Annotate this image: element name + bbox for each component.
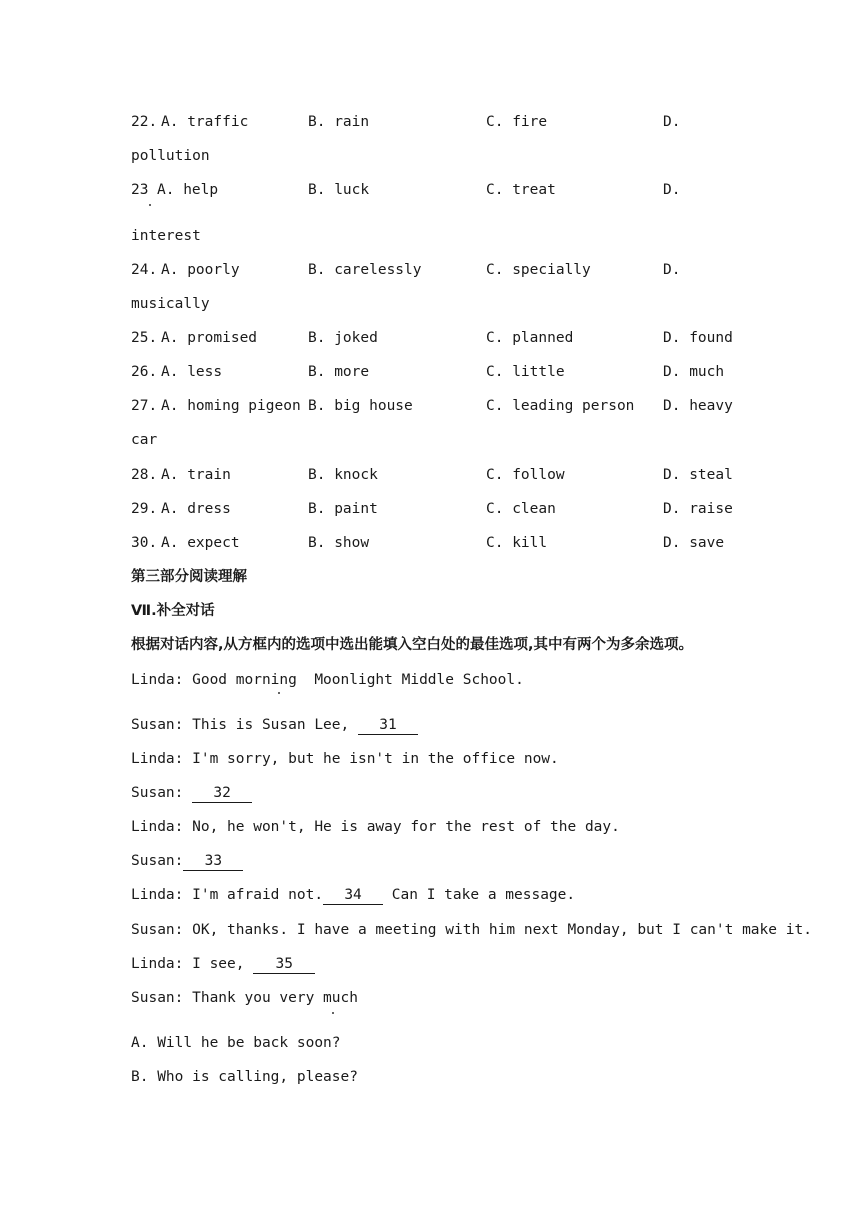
section-heading: 第三部分阅读理解 bbox=[131, 569, 247, 585]
question-number: 27. bbox=[131, 398, 158, 414]
option-c: C. little bbox=[486, 364, 565, 380]
stray-dot bbox=[149, 204, 151, 206]
option-a: A. homing pigeon bbox=[161, 398, 301, 414]
stray-dot bbox=[278, 692, 280, 694]
dialogue-line: Susan: 33 bbox=[131, 851, 243, 871]
option-a: A. less bbox=[161, 364, 223, 380]
option-a: A. train bbox=[161, 467, 231, 483]
option-d: D. bbox=[663, 262, 681, 278]
option-c: C. clean bbox=[486, 501, 556, 517]
dialogue-line: Susan: This is Susan Lee, 31 bbox=[131, 715, 418, 735]
option-b: B. rain bbox=[308, 114, 370, 130]
option-d: D. heavy bbox=[663, 398, 733, 414]
option-c: C. fire bbox=[486, 114, 548, 130]
instructions: 根据对话内容,从方框内的选项中选出能填入空白处的最佳选项,其中有两个为多余选项。 bbox=[131, 637, 694, 653]
dialogue-line: Susan: OK, thanks. I have a meeting with him next Monday, but I can't make it. bbox=[131, 922, 812, 938]
dialogue-line: Linda: I'm afraid not. 34 Can I take a message. bbox=[131, 887, 576, 903]
option-b: B. joked bbox=[308, 330, 378, 346]
option-a: A. expect bbox=[161, 535, 240, 551]
option-c: C. planned bbox=[486, 330, 574, 346]
subsection-heading: Ⅶ.补全对话 bbox=[131, 603, 215, 619]
question-number: 24. bbox=[131, 262, 158, 278]
dialogue-line: Susan: Thank you very much bbox=[131, 990, 358, 1006]
option-d: D. raise bbox=[663, 501, 733, 517]
option-c: C. leading person bbox=[486, 398, 635, 414]
dialogue-line: Linda: I'm sorry, but he isn't in the office now. bbox=[131, 751, 559, 767]
option-c: C. kill bbox=[486, 535, 548, 551]
option-b: B. big house bbox=[308, 398, 413, 414]
question-number: 26. bbox=[131, 364, 158, 380]
dialogue-line: Linda: No, he won't, He is away for the rest of the day. bbox=[131, 819, 620, 835]
option-b: B. paint bbox=[308, 501, 378, 517]
option-a: A. dress bbox=[161, 501, 231, 517]
option-c: C. follow bbox=[486, 467, 565, 483]
option-d: D. bbox=[663, 114, 681, 130]
option-b: B. more bbox=[308, 364, 370, 380]
dialogue-line: Linda: Good morning Moonlight Middle School. bbox=[131, 672, 524, 688]
answer-blank-35[interactable]: 35 bbox=[253, 955, 315, 974]
option-d: D. steal bbox=[663, 467, 733, 483]
question-number: 29. bbox=[131, 501, 158, 517]
question-number: 25. bbox=[131, 330, 158, 346]
option-b: B. show bbox=[308, 535, 370, 551]
option-a: A. help bbox=[157, 182, 219, 198]
option-d: D. found bbox=[663, 330, 733, 346]
option-c: C. specially bbox=[486, 262, 591, 278]
option-c: C. treat bbox=[486, 182, 556, 198]
question-number: 22. bbox=[131, 114, 158, 130]
option-d-wrap: interest bbox=[131, 228, 201, 244]
option-a: A. poorly bbox=[161, 262, 240, 278]
stray-dot bbox=[332, 1012, 334, 1014]
option-d: D. bbox=[663, 182, 681, 198]
answer-blank-33[interactable]: 33 bbox=[183, 852, 243, 871]
dialogue-line: Susan: 32 bbox=[131, 783, 252, 803]
question-number: 23 bbox=[131, 182, 149, 198]
answer-blank-32[interactable]: 32 bbox=[192, 784, 252, 803]
option-d-wrap: pollution bbox=[131, 148, 210, 164]
question-number: 28. bbox=[131, 467, 158, 483]
option-a: A. traffic bbox=[161, 114, 249, 130]
answer-blank-31[interactable]: 31 bbox=[358, 716, 418, 735]
answer-blank-34[interactable]: 34 bbox=[323, 886, 383, 905]
option-d: D. much bbox=[663, 364, 725, 380]
option-d: D. save bbox=[663, 535, 725, 551]
option-d-wrap: musically bbox=[131, 296, 210, 312]
option-a: A. promised bbox=[161, 330, 258, 346]
option-b: B. carelessly bbox=[308, 262, 422, 278]
dialogue-line: Linda: I see, 35 bbox=[131, 954, 315, 974]
option-b: B. luck bbox=[308, 182, 370, 198]
option-d-wrap: car bbox=[131, 432, 158, 448]
option-b: B. knock bbox=[308, 467, 378, 483]
choice-b: B. Who is calling, please? bbox=[131, 1069, 358, 1085]
choice-a: A. Will he be back soon? bbox=[131, 1035, 341, 1051]
question-number: 30. bbox=[131, 535, 158, 551]
